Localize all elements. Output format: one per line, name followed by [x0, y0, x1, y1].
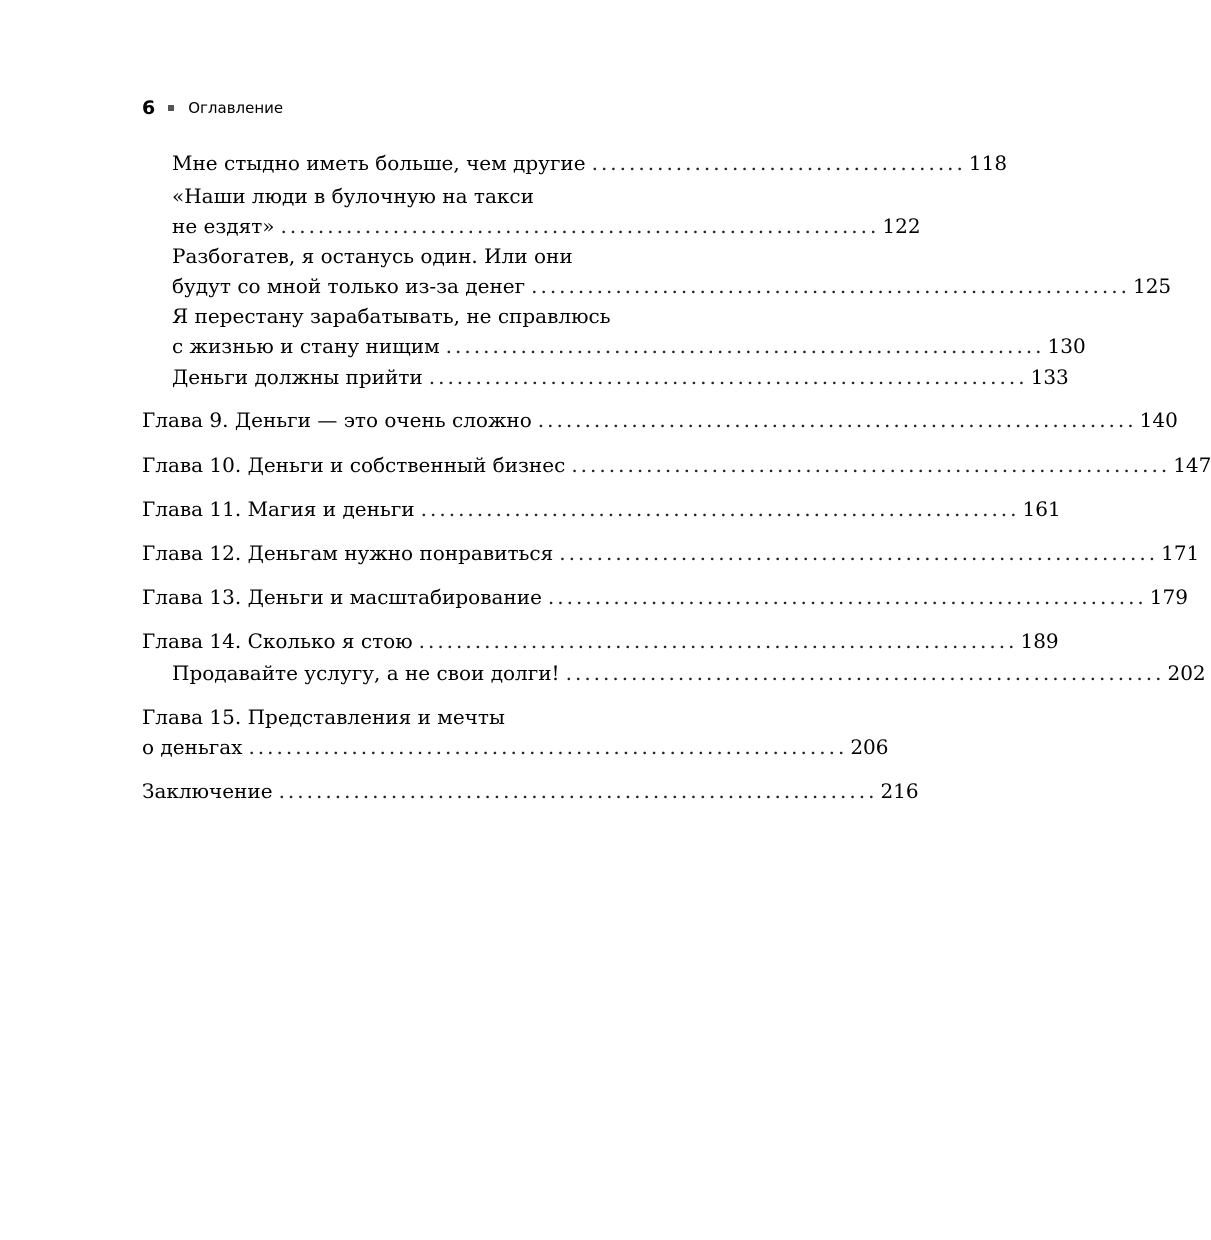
toc-entry-page: 133	[1030, 365, 1069, 389]
toc-entry-title: Глава 10. Деньги и собственный бизнес	[142, 453, 566, 477]
toc-entry[interactable]	[142, 776, 919, 806]
toc-entry-title: Глава 14. Сколько я стою	[142, 629, 413, 653]
toc-entry-title: Глава 13. Деньги и масштабирование	[142, 585, 542, 609]
toc-entry[interactable]	[142, 405, 1178, 435]
toc-entry-title: Мне стыдно иметь больше, чем другие	[172, 151, 586, 175]
leader-dots: ................................................................	[565, 661, 1165, 685]
toc-entry[interactable]	[142, 362, 1069, 392]
leader-dots: ................................................................	[280, 214, 880, 238]
toc-entry[interactable]	[142, 148, 1007, 178]
page-number: 6	[142, 97, 156, 119]
toc-entry-title-line1: Я перестану зарабатывать, не справлюсь	[172, 304, 611, 328]
leader-dots: ................................................................	[428, 365, 1028, 389]
leader-dots: ................................................................	[248, 735, 848, 759]
section-title: Оглавление	[188, 99, 284, 117]
toc-entry-page: 179	[1149, 585, 1188, 609]
toc-entry-title: Глава 12. Деньгам нужно понравиться	[142, 541, 554, 565]
leader-dots: ................................................................	[278, 779, 878, 803]
toc-entry-title: будут со мной только из-за денег	[172, 274, 526, 298]
leader-dots: ................................................................	[445, 334, 1045, 358]
toc-entry[interactable]	[142, 702, 889, 762]
toc-entry-page: 171	[1161, 541, 1200, 565]
toc-entry-page: 130	[1047, 334, 1086, 358]
toc-entry-title: не ездят»	[172, 214, 275, 238]
leader-dots: ................................................................	[531, 274, 1130, 298]
toc-entry[interactable]	[142, 538, 1200, 568]
toc-entry-page: 147	[1173, 453, 1211, 477]
toc-entry-title: о деньгах	[142, 735, 243, 759]
toc-entry[interactable]	[142, 582, 1188, 612]
toc-entry[interactable]	[142, 494, 1061, 524]
leader-dots: ................................................................	[420, 497, 1020, 521]
toc-entry-title: Глава 9. Деньги — это очень сложно	[142, 408, 532, 432]
toc-entry-page: 202	[1167, 661, 1206, 685]
toc-entry-page: 189	[1020, 629, 1059, 653]
toc-entry-page: 206	[850, 735, 889, 759]
toc-entry-title: Продавайте услугу, а не свои долги!	[172, 661, 560, 685]
toc-entry-page: 122	[882, 214, 921, 238]
toc-entry[interactable]	[142, 301, 1086, 361]
toc-entry-title: Заключение	[142, 779, 273, 803]
toc-entry-page: 125	[1132, 274, 1172, 298]
leader-dots: ................................................................	[537, 408, 1137, 432]
toc-entry-title-line1: «Наши люди в булочную на такси	[172, 184, 534, 208]
toc-entry-page: 216	[880, 779, 919, 803]
toc-entry[interactable]	[142, 181, 921, 241]
toc-entry-page: 161	[1022, 497, 1061, 521]
toc-entry-title: Деньги должны прийти	[172, 365, 423, 389]
toc-entry[interactable]	[142, 658, 1206, 688]
running-head	[142, 97, 283, 119]
leader-dots: ........................................	[591, 151, 966, 175]
leader-dots: ................................................................	[547, 585, 1147, 609]
leader-dots: ................................................................	[559, 541, 1159, 565]
toc-entry-page: 118	[968, 151, 1008, 175]
separator-square	[168, 105, 174, 111]
toc-entry-title: Глава 11. Магия и деньги	[142, 497, 415, 521]
leader-dots: ................................................................	[418, 629, 1018, 653]
toc-entry-title-line1: Глава 15. Представления и мечты	[142, 705, 505, 729]
toc-entry-title: с жизнью и стану нищим	[172, 334, 440, 358]
toc-entry[interactable]	[142, 241, 1172, 301]
toc-entry-page: 140	[1139, 408, 1178, 432]
leader-dots: ................................................................	[571, 453, 1171, 477]
toc-entry[interactable]	[142, 626, 1059, 656]
toc-entry[interactable]	[142, 450, 1211, 480]
toc-entry-title-line1: Разбогатев, я останусь один. Или они	[172, 244, 573, 268]
